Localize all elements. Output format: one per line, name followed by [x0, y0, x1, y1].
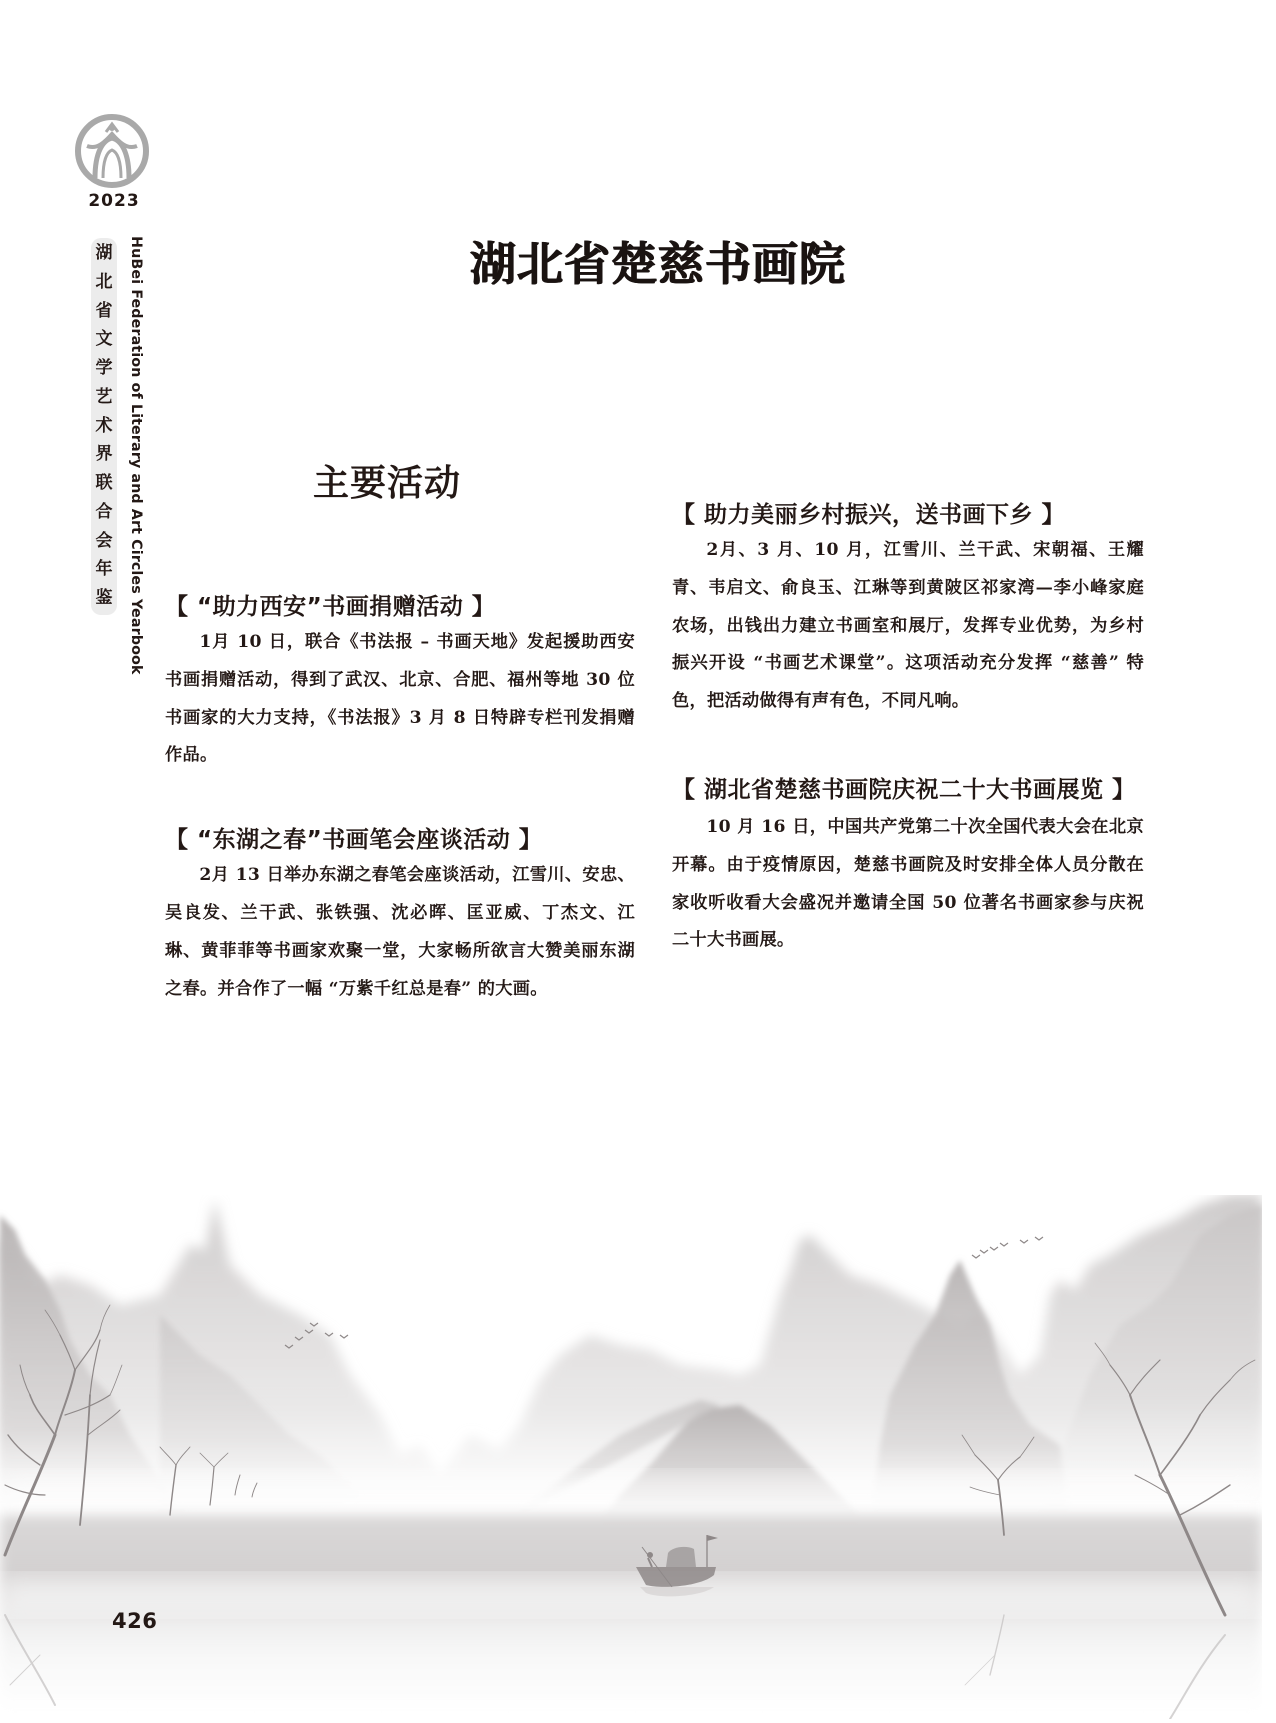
- vertical-char: 联: [95, 473, 113, 493]
- article-body: 1月 10 日，联合《书法报 – 书画天地》发起援助西安书画捐赠活动，得到了武汉、北京、合肥、福州等地 30 位书画家的大力支持，《书法报》3 月 8 日特辟专栏刊发捐赠作品。: [165, 632, 635, 766]
- vertical-char: 文: [95, 329, 113, 350]
- article-heading: 【 “东湖之春”书画笔会座谈活动 】: [165, 827, 543, 854]
- article-heading: 【 助力美丽乡村振兴，送书画下乡 】: [672, 502, 1066, 528]
- vertical-char: 鉴: [95, 588, 113, 608]
- vertical-char: 北: [95, 271, 113, 292]
- vertical-label-chinese: [91, 238, 117, 615]
- vertical-char: 湖: [95, 243, 113, 263]
- article-xian-donation: [165, 590, 635, 775]
- page-title: 湖北省楚慈书画院: [470, 237, 846, 291]
- article-heading: 【 “助力西安”书画捐赠活动 】: [165, 594, 496, 620]
- article-heading: 【 湖北省楚慈书画院庆祝二十大书画展览 】: [672, 776, 1136, 803]
- article-rural-revitalization: [672, 498, 1144, 721]
- article-body: 10 月 16 日，中国共产党第二十次全国代表大会在北京开幕。由于疫情原因，楚慈书画院及时安排全体人员分散在家收听收看大会盛况并邀请全国 50 位著名书画家参与庆祝二十大书画展。: [672, 816, 1144, 951]
- vertical-label-english: [124, 236, 146, 675]
- right-column: [672, 498, 1144, 960]
- vertical-char: 艺: [95, 386, 113, 407]
- vertical-char: 合: [95, 501, 113, 522]
- vertical-char: 会: [95, 530, 113, 551]
- vertical-char: 省: [95, 300, 113, 321]
- yearbook-emblem-icon: [73, 112, 151, 190]
- ink-wash-landscape-icon: [0, 1195, 1262, 1719]
- article-20th-congress-exhibition: [672, 771, 1144, 960]
- page-number: 426: [112, 1609, 158, 1633]
- vertical-char: 术: [95, 415, 113, 436]
- article-donghu-spring: [165, 823, 635, 1008]
- vertical-char: 年: [95, 559, 113, 580]
- article-body: 2月、3 月、10 月，江雪川、兰干武、宋朝福、王耀青、韦启文、俞良玉、江琳等到黄陂区祁家湾—李小峰家庭农场，出钱出力建立书画室和展厅，发挥专业优势，为乡村振兴开设 “书画艺术课堂”。这项活动充分发挥 “慈善” 特色，把活动做得有声有色，不同凡响。: [672, 540, 1144, 712]
- article-body: 2月 13 日举办东湖之春笔会座谈活动，江雪川、安忠、吴良发、兰干武、张铁强、沈必晖、匡亚威、丁杰文、江琳、黄菲菲等书画家欢聚一堂，大家畅所欲言大赞美丽东湖之春。并合作了一幅 “万紫千红总是春” 的大画。: [165, 865, 635, 999]
- vertical-char: 界: [95, 444, 113, 465]
- section-title: 主要活动: [313, 463, 462, 504]
- yearbook-year: 2023: [88, 191, 140, 211]
- vertical-char: 学: [95, 358, 113, 378]
- left-column: [165, 590, 635, 1008]
- vertical-label-english-text: HuBei Federation of Literary and Art Circles Yearbook: [128, 236, 144, 675]
